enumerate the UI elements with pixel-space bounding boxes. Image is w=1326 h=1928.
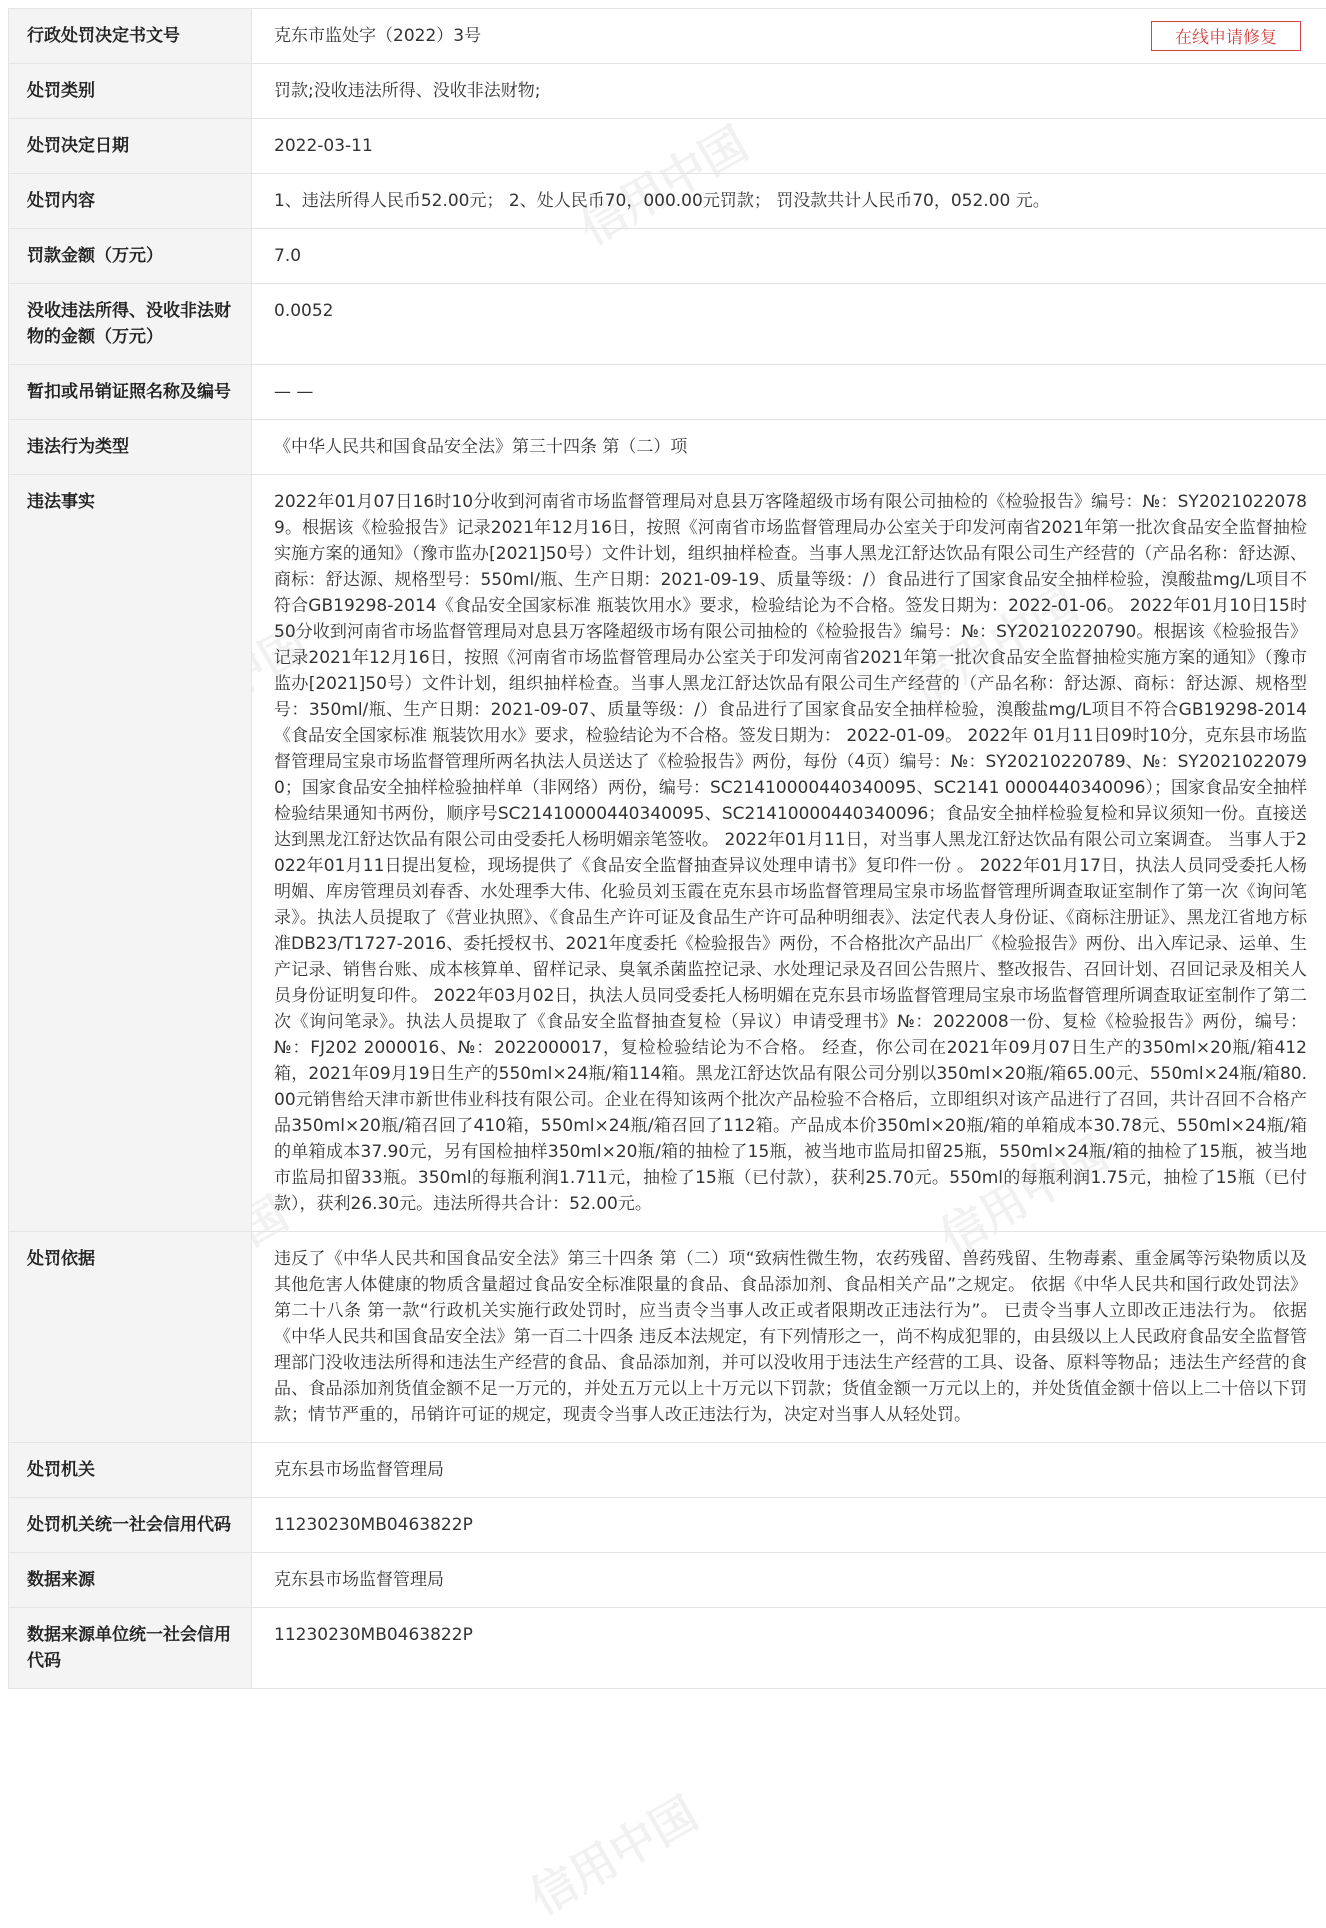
table-row xyxy=(9,64,1326,119)
row-value: 克东县市场监督管理局 xyxy=(252,1443,1326,1498)
row-value: — — xyxy=(252,365,1326,420)
table-row xyxy=(9,1498,1326,1553)
row-value: 违反了《中华人民共和国食品安全法》第三十四条 第（二）项“致病性微生物，农药残留、兽药残留、生物毒素、重金属等污染物质以及其他危害人体健康的物质含量超过食品安全标准限量的食品、食品添加剂、食品相关产品”之规定。 依据《中华人民共和国行政处罚法》第二十八条 第一款“行政机关实施行政处罚时，应当责令当事人改正或者限期改正违法行为”。 已责令当事人立即改正违法行为。 依据《中华人民共和国食品安全法》第一百二十四条 违反本法规定，有下列情形之一，尚不构成犯罪的，由县级以上人民政府食品安全监督管理部门没收违法所得和违法生产经营的食品、食品添加剂，并可以没收用于违法生产经营的工具、设备、原料等物品；违法生产经营的食品、食品添加剂货值金额不足一万元的，并处五万元以上十万元以下罚款；货值金额一万元以上的，并处货值金额十倍以上二十倍以下罚款；情节严重的，吊销许可证的规定，现责令当事人改正违法行为，决定对当事人从轻处罚。 xyxy=(252,1232,1326,1443)
row-label: 数据来源 xyxy=(9,1553,252,1608)
table-row xyxy=(9,1443,1326,1498)
watermark: 信用中国 xyxy=(516,1778,708,1927)
table-row xyxy=(9,365,1326,420)
table-row xyxy=(9,284,1326,365)
row-label: 处罚类别 xyxy=(9,64,252,119)
row-label: 违法事实 xyxy=(9,475,252,1232)
watermark: 信用中国 xyxy=(926,1118,1118,1267)
watermark: 信用中国 xyxy=(566,108,758,257)
table-row xyxy=(9,420,1326,475)
row-label: 处罚机关 xyxy=(9,1443,252,1498)
row-value: 罚款;没收违法所得、没收非法财物; xyxy=(252,64,1326,119)
row-label: 违法行为类型 xyxy=(9,420,252,475)
row-value: 7.0 xyxy=(252,229,1326,284)
table-row xyxy=(9,229,1326,284)
row-value: 1、违法所得人民币52.00元； 2、处人民币70，000.00元罚款； 罚没款共计人民币70，052.00 元。 xyxy=(252,174,1326,229)
table-row xyxy=(9,174,1326,229)
row-label: 处罚决定日期 xyxy=(9,119,252,174)
table-row xyxy=(9,119,1326,174)
row-value: 11230230MB0463822P xyxy=(252,1498,1326,1553)
row-value: 克东县市场监督管理局 xyxy=(252,1553,1326,1608)
row-value: 克东市监处字（2022）3号 xyxy=(274,26,481,46)
row-label: 处罚机关统一社会信用代码 xyxy=(9,1498,252,1553)
table-row xyxy=(9,1553,1326,1608)
table-row xyxy=(9,9,1326,64)
row-value: 2022-03-11 xyxy=(252,119,1326,174)
row-label: 处罚依据 xyxy=(9,1232,252,1443)
row-value: 《中华人民共和国食品安全法》第三十四条 第（二）项 xyxy=(252,420,1326,475)
table-row xyxy=(9,1608,1326,1689)
penalty-info-table xyxy=(8,8,1326,1689)
row-value-cell xyxy=(252,9,1326,64)
row-label: 暂扣或吊销证照名称及编号 xyxy=(9,365,252,420)
row-value: 0.0052 xyxy=(252,284,1326,365)
online-repair-button[interactable]: 在线申请修复 xyxy=(1151,21,1301,51)
row-label: 没收违法所得、没收非法财物的金额（万元） xyxy=(9,284,252,365)
row-label: 数据来源单位统一社会信用代码 xyxy=(9,1608,252,1689)
watermark: 信用中国 xyxy=(896,568,1088,717)
row-value: 11230230MB0463822P xyxy=(252,1608,1326,1689)
row-label: 处罚内容 xyxy=(9,174,252,229)
table-row xyxy=(9,475,1326,1232)
table-row xyxy=(9,1232,1326,1443)
row-value: 2022年01月07日16时10分收到河南省市场监督管理局对息县万客隆超级市场有限公司抽检的《检验报告》编号：№：SY20210220789。根据该《检验报告》记录2021年12月16日，按照《河南省市场监督管理局办公室关于印发河南省2021年第一批次食品安全监督抽检实施方案的通知》（豫市监办[2021]50号）文件计划，组织抽样检查。当事人黑龙江舒达饮品有限公司生产经营的（产品名称：舒达源、商标：舒达源、规格型号：550ml/瓶、生产日期：2021-09-19、质量等级：/）食品进行了国家食品安全抽样检验，溴酸盐mg/L项目不符合GB19298-2014《食品安全国家标准 瓶装饮用水》要求，检验结论为不合格。签发日期为：2022-01-06。 2022年01月10日15时50分收到河南省市场监督管理局对息县万客隆超级市场有限公司抽检的《检验报告》编号：№：SY20210220790。根据该《检验报告》记录2021年12月16日，按照《河南省市场监督管理局办公室关于印发河南省2021年第一批次食品安全监督抽检实施方案的通知》（豫市监办[2021]50号）文件计划，组织抽样检查。当事人黑龙江舒达饮品有限公司生产经营的（产品名称：舒达源、商标：舒达源、规格型号：350ml/瓶、生产日期：2021-09-07、质量等级：/）食品进行了国家食品安全抽样检验，溴酸盐mg/L项目不符合GB19298-2014《食品安全国家标准 瓶装饮用水》要求，检验结论为不合格。签发日期为： 2022-01-09。 2022年 01月11日09时10分，克东县市场监督管理局宝泉市场监督管理所两名执法人员送达了《检验报告》两份，每份（4页）编号：№：SY20210220789、№：SY20210220790；国家食品安全抽样检验抽样单（非网络）两份，编号：SC21410000440340095、SC2141 0000440340096）；国家食品安全抽样检验结果通知书两份，顺序号SC21410000440340095、SC21410000440340096；食品安全抽样检验复检和异议须知一份。直接送达到黑龙江舒达饮品有限公司由受委托人杨明媚亲笔签收。 2022年01月11日，对当事人黑龙江舒达饮品有限公司立案调查。 当事人于2022年01月11日提出复检，现场提供了《食品安全监督抽查异议处理申请书》复印件一份 。 2022年01月17日，执法人员同受委托人杨明媚、库房管理员刘春香、水处理季大伟、化验员刘玉霞在克东县市场监督管理局宝泉市场监督管理所调查取证室制作了第一次《询问笔录》。执法人员提取了《营业执照》、《食品生产许可证及食品生产许可品种明细表》、法定代表人身份证、《商标注册证》、黑龙江省地方标准DB23/T1727-2016、委托授权书、2021年度委托《检验报告》两份，不合格批次产品出厂《检验报告》两份、出入库记录、运单、生产记录、销售台账、成本核算单、留样记录、臭氧杀菌监控记录、水处理记录及召回公告照片、整改报告、召回计划、召回记录及相关人员身份证明复印件。 2022年03月02日，执法人员同受委托人杨明媚在克东县市场监督管理局宝泉市场监督管理所调查取证室制作了第二次《询问笔录》。执法人员提取了《食品安全监督抽查复检（异议）申请受理书》№：2022008一份、复检《检验报告》两份，编号：№：FJ202 2000016、№：2022000017，复检检验结论为不合格。 经查，你公司在2021年09月07日生产的350ml×20瓶/箱412箱，2021年09月19日生产的550ml×24瓶/箱114箱。黑龙江舒达饮品有限公司分别以350ml×20瓶/箱65.00元、550ml×24瓶/箱80.00元销售给天津市新世伟业科技有限公司。企业在得知该两个批次产品检验不合格后，立即组织对该产品进行了召回，共计召回不合格产品350ml×20瓶/箱召回了410箱，550ml×24瓶/箱召回了112箱。产品成本价350ml×20瓶/箱的单箱成本30.78元、550ml×24瓶/箱的单箱成本37.90元，另有国检抽样350ml×20瓶/箱的抽检了15瓶，被当地市监局扣留25瓶，550ml×24瓶/箱的抽检了15瓶，被当地市监局扣留33瓶。350ml的每瓶利润1.711元，抽检了15瓶（已付款），获利25.70元。550ml的每瓶利润1.75元，抽检了15瓶（已付款），获利26.30元。违法所得共合计：52.00元。 xyxy=(252,475,1326,1232)
row-label: 罚款金额（万元） xyxy=(9,229,252,284)
row-label: 行政处罚决定书文号 xyxy=(9,9,252,64)
